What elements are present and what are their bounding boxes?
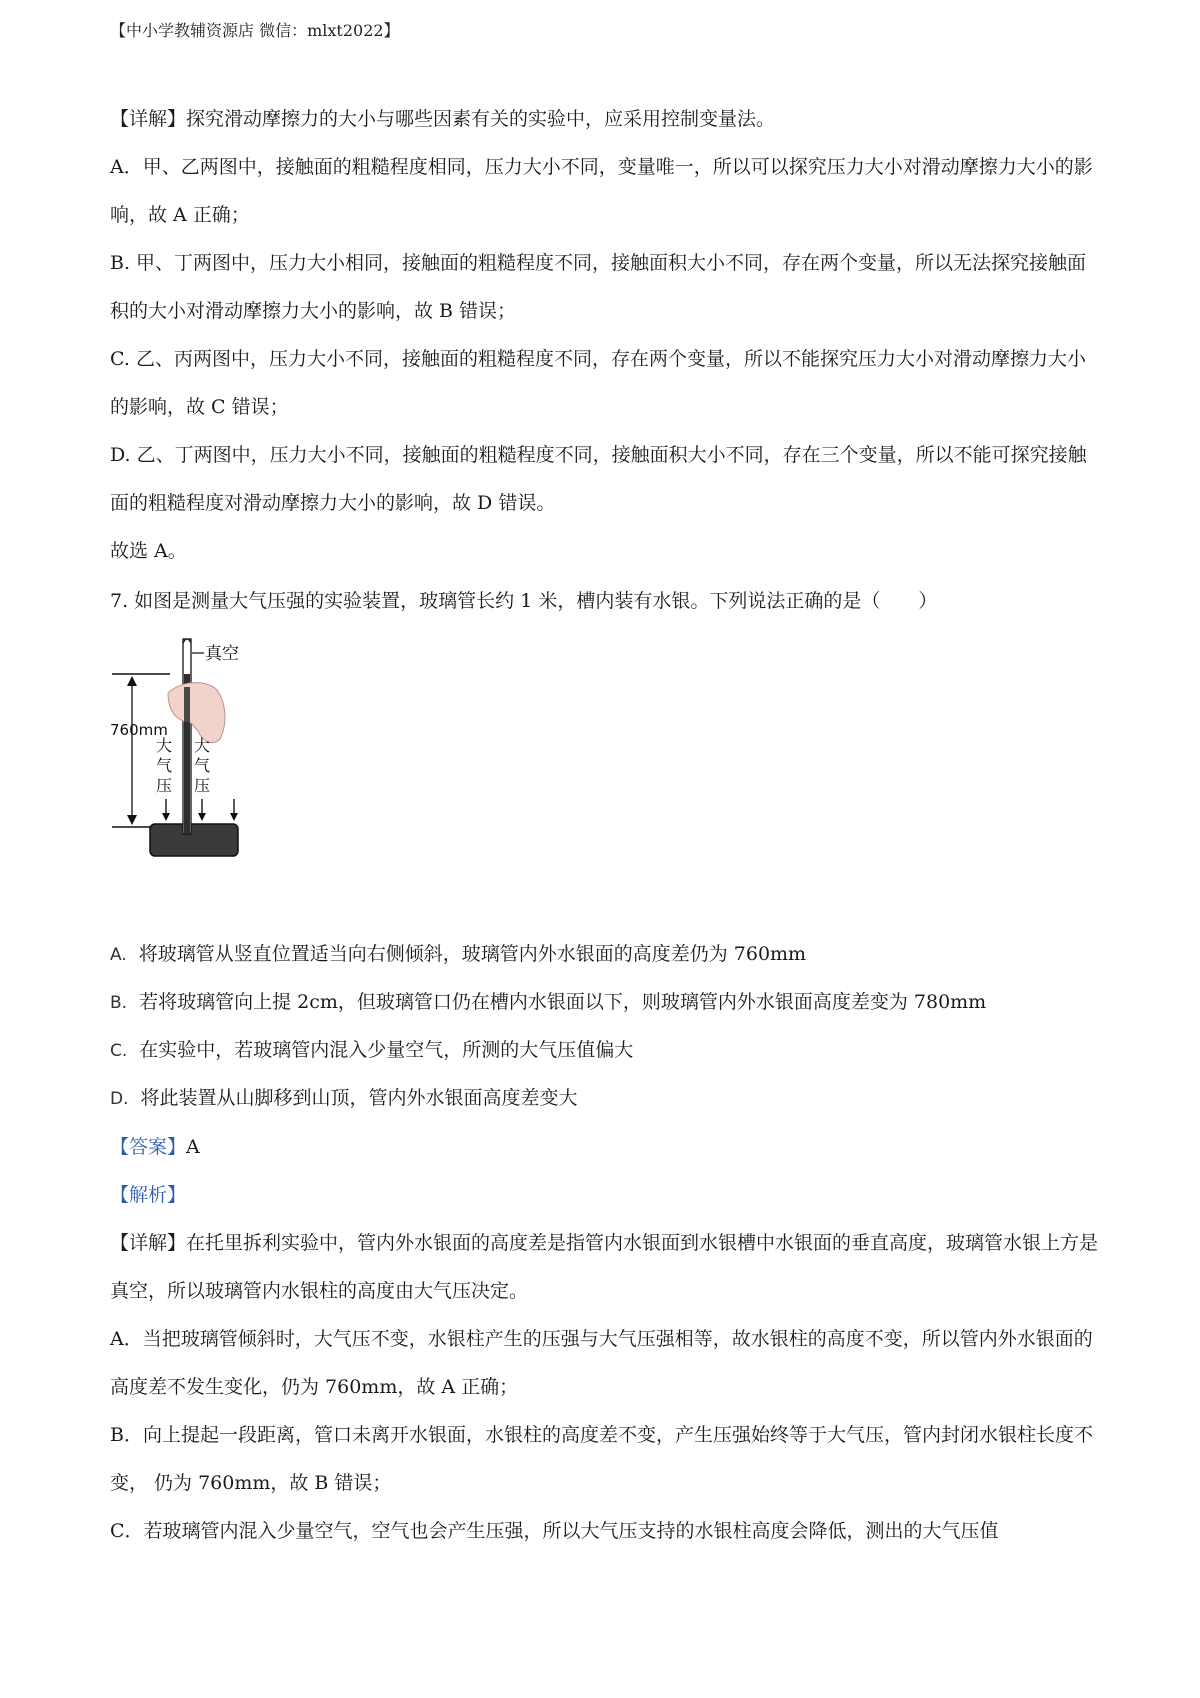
prev-solution-line-c: C. 乙、丙两图中，压力大小不同，接触面的粗糙程度不同，存在两个变量，所以不能探究压力大小对滑动摩擦力大小的影响，故 C 错误； xyxy=(110,348,1086,418)
solution-intro: 【详解】在托里拆利实验中，管内外水银面的高度差是指管内水银面到水银槽中水银面的垂直高度，玻璃管水银上方是真空，所以玻璃管内水银柱的高度由大气压决定。 xyxy=(110,1232,1099,1302)
prev-solution-line-b: B. 甲、丁两图中，压力大小相同，接触面的粗糙程度不同，接触面积大小不同，存在两个变量，所以无法探究接触面积的大小对滑动摩擦力大小的影响，故 B 错误； xyxy=(110,252,1087,322)
hand-illustration xyxy=(168,683,225,743)
option-a-text: 将玻璃管从竖直位置适当向右侧倾斜，玻璃管内外水银面的高度差仍为 760mm xyxy=(138,943,807,965)
atm-arrow-right xyxy=(230,813,238,821)
answer-line xyxy=(110,1123,1100,1171)
label-atm-left-3: 压 xyxy=(156,776,173,795)
solution-line-a: A．当把玻璃管倾斜时，大气压不变，水银柱产生的压强与大气压强相等，故水银柱的高度不变，所以管内外水银面的高度差不发生变化，仍为 760mm，故 A 正确； xyxy=(110,1328,1093,1398)
label-atm-left-2: 气 xyxy=(156,756,173,775)
atm-arrow-left xyxy=(162,813,170,821)
label-atm-left-1: 大 xyxy=(156,736,173,755)
option-d xyxy=(110,1075,1100,1123)
atm-arrow-mid xyxy=(198,813,206,821)
label-height: 760mm xyxy=(110,721,168,739)
option-d-letter: D. xyxy=(110,1089,129,1109)
option-a xyxy=(110,931,1100,979)
question-title: 7. 如图是测量大气压强的实验装置，玻璃管长约 1 米，槽内装有水银。下列说法正确的是（ ） xyxy=(110,590,938,612)
answer-label: 【答案】 xyxy=(110,1136,187,1158)
answer-value: A xyxy=(186,1136,200,1158)
option-b-letter: B. xyxy=(110,993,128,1013)
solution-line-c: C．若玻璃管内混入少量空气，空气也会产生压强，所以大气压支持的水银柱高度会降低，测出的大气压值 xyxy=(110,1520,999,1542)
label-atm-right-2: 气 xyxy=(194,756,211,775)
label-atm-right-1: 大 xyxy=(194,736,211,755)
page-header: 【中小学教辅资源店 微信：mlxt2022】 xyxy=(110,21,400,40)
label-atm-right-3: 压 xyxy=(194,776,211,795)
mercury-tank xyxy=(150,824,238,856)
option-d-text: 将此装置从山脚移到山顶，管内外水银面高度差变大 xyxy=(140,1087,578,1109)
label-vacuum: 真空 xyxy=(205,644,239,664)
analysis-label: 【解析】 xyxy=(110,1184,187,1206)
option-b xyxy=(110,979,1100,1027)
option-c xyxy=(110,1027,1100,1075)
option-a-letter: A. xyxy=(110,945,127,965)
option-c-text: 在实验中，若玻璃管内混入少量空气，所测的大气压值偏大 xyxy=(139,1039,634,1061)
analysis-line xyxy=(110,1171,1100,1219)
option-c-letter: C. xyxy=(110,1041,128,1061)
torricelli-figure xyxy=(110,631,410,891)
prev-solution-line-a: A．甲、乙两图中，接触面的粗糙程度相同，压力大小不同，变量唯一，所以可以探究压力大小对滑动摩擦力大小的影响，故 A 正确； xyxy=(110,156,1093,226)
torricelli-diagram xyxy=(110,631,410,891)
dimension-arrow-top xyxy=(127,676,137,686)
dimension-arrow-bottom xyxy=(127,815,137,825)
prev-solution-intro: 【详解】探究滑动摩擦力的大小与哪些因素有关的实验中，应采用控制变量法。 xyxy=(110,108,776,130)
prev-solution-line-d: D. 乙、丁两图中，压力大小不同，接触面的粗糙程度不同，接触面积大小不同，存在三个变量，所以不能可探究接触面的粗糙程度对滑动摩擦力大小的影响，故 D 错误。 xyxy=(110,444,1087,514)
solution-line-b: B．向上提起一段距离，管口未离开水银面，水银柱的高度差不变，产生压强始终等于大气压，管内封闭水银柱长度不变， 仍为 760mm，故 B 错误； xyxy=(110,1424,1093,1494)
option-b-text: 若将玻璃管向上提 2cm，但玻璃管口仍在槽内水银面以下，则玻璃管内外水银面高度差变为 780mm xyxy=(139,991,987,1013)
prev-solution-conclusion: 故选 A。 xyxy=(110,540,187,562)
document-body xyxy=(110,95,1100,1555)
